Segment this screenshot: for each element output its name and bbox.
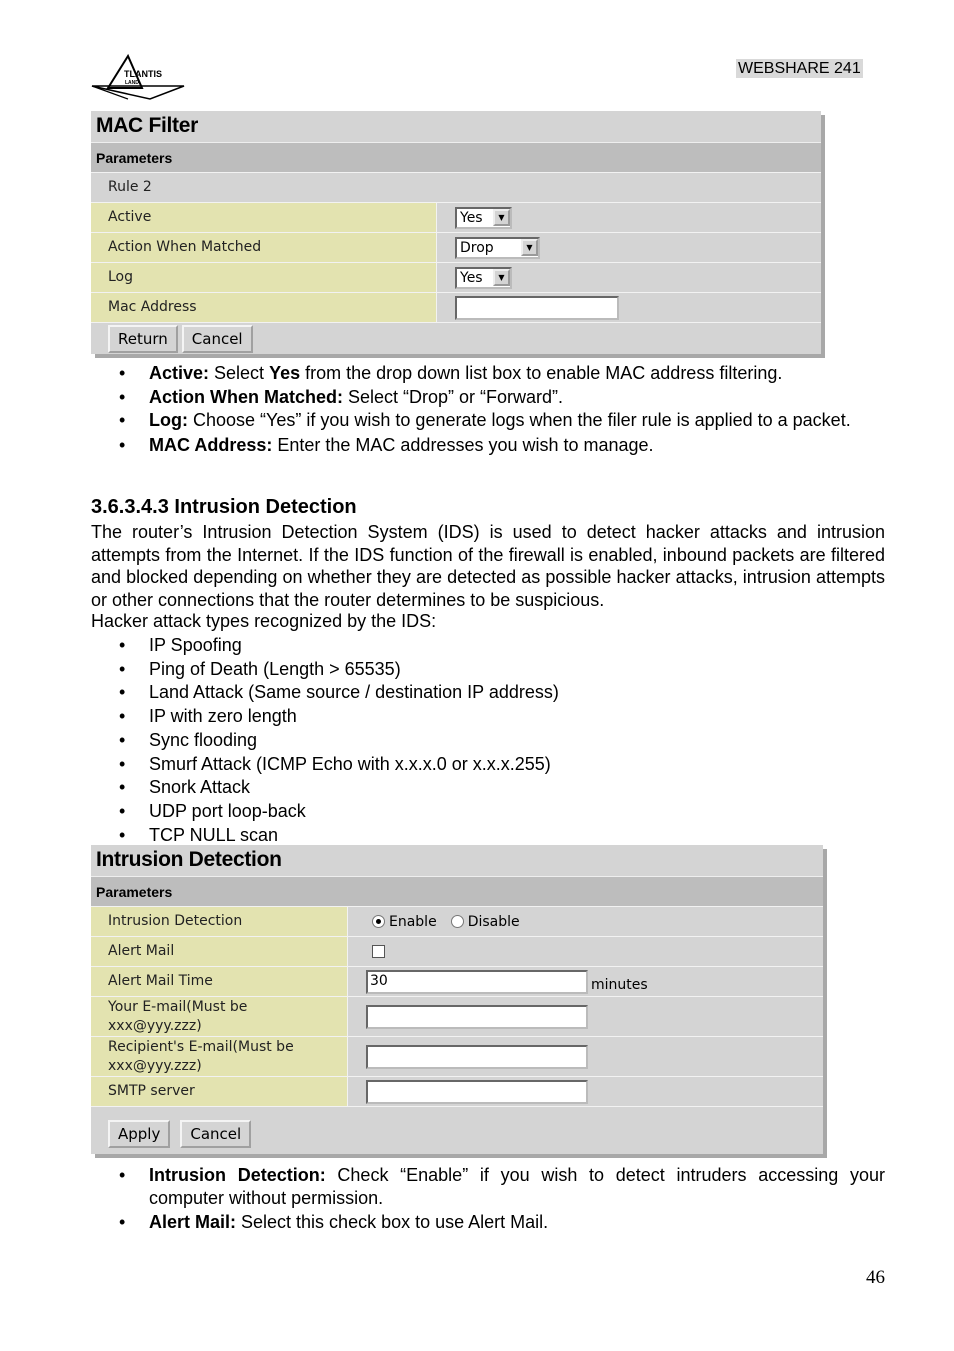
chevron-down-icon: ▼ bbox=[521, 239, 538, 256]
svg-text:LAND: LAND bbox=[125, 80, 139, 86]
recipient-email-input[interactable] bbox=[366, 1045, 588, 1069]
panel-title: Intrusion Detection bbox=[91, 845, 823, 876]
ids-intro: Hacker attack types recognized by the IDS: bbox=[91, 611, 437, 631]
list-item: • IP with zero length bbox=[91, 705, 885, 729]
mac-address-label: Mac Address bbox=[91, 293, 437, 322]
list-item: • UDP port loop-back bbox=[91, 800, 885, 824]
smtp-server-label: SMTP server bbox=[91, 1077, 348, 1106]
list-item: • Ping of Death (Length > 65535) bbox=[91, 658, 885, 682]
alert-mail-time-label: Alert Mail Time bbox=[91, 967, 348, 996]
cancel-button[interactable]: Cancel bbox=[180, 1120, 251, 1148]
chevron-down-icon: ▼ bbox=[493, 269, 510, 286]
list-item: • Intrusion Detection: Check “Enable” if you wish to detect intruders accessing your computer without permission. bbox=[91, 1164, 885, 1210]
mac-bullet-list bbox=[91, 362, 885, 458]
disable-radio[interactable] bbox=[451, 915, 464, 928]
list-item: • Snork Attack bbox=[91, 776, 885, 800]
your-email-hint: xxx@yyy.zzz) bbox=[108, 1017, 202, 1034]
return-button[interactable]: Return bbox=[108, 325, 178, 353]
mac-filter-panel bbox=[91, 111, 821, 354]
alert-mail-checkbox[interactable] bbox=[372, 945, 385, 958]
intrusion-detection-label: Intrusion Detection bbox=[91, 907, 348, 936]
list-item: • Action When Matched: Select “Drop” or “Forward”. bbox=[91, 386, 885, 410]
product-badge: WEBSHARE 241 bbox=[738, 60, 861, 77]
alert-mail-label: Alert Mail bbox=[91, 937, 348, 966]
alert-mail-time-input[interactable]: 30 bbox=[366, 970, 588, 994]
panel-title: MAC Filter bbox=[91, 111, 821, 142]
active-label: Active bbox=[91, 203, 437, 232]
list-item: • Log: Choose “Yes” if you wish to generate logs when the filer rule is applied to a packet. bbox=[91, 409, 885, 432]
list-item: • TCP NULL scan bbox=[91, 824, 885, 848]
page-number: 46 bbox=[866, 1267, 885, 1288]
log-label: Log bbox=[91, 263, 437, 292]
atlantis-logo bbox=[88, 52, 188, 102]
list-item: • Sync flooding bbox=[91, 729, 885, 753]
list-item: • Land Attack (Same source / destination IP address) bbox=[91, 681, 885, 705]
action-select[interactable]: Drop ▼ bbox=[455, 237, 540, 259]
svg-text:TLANTIS: TLANTIS bbox=[124, 69, 162, 79]
active-select[interactable]: Yes ▼ bbox=[455, 207, 512, 229]
minutes-unit: minutes bbox=[591, 976, 648, 993]
list-item: • MAC Address: Enter the MAC addresses you wish to manage. bbox=[91, 434, 885, 458]
ids-paragraph: The router’s Intrusion Detection System (IDS) is used to detect hacker attacks and intrusion attempts from the Internet. If the IDS function of the firewall is enabled, inbound packets are filtered and blocked depending on whether they are detected as possible hacker attacks, intrusion attempts or other connections that the router determines to be suspicious. bbox=[91, 522, 885, 610]
action-label: Action When Matched bbox=[91, 233, 437, 262]
list-item: • Active: Select Yes from the drop down list box to enable MAC address filtering. bbox=[91, 362, 885, 386]
recipient-email-hint: xxx@yyy.zzz) bbox=[108, 1057, 202, 1074]
intrusion-detection-panel: Intrusion Detection Parameters Intrusion Detection Enable Disable Alert Mail Alert Mail Time 30 minutes Your E-mail(Must be xxx@yyy.zzz) Recipient's E-mail(Must be xxx@yyy.zzz) SMTP server Apply Cancel bbox=[91, 845, 823, 1154]
section-header: Parameters bbox=[91, 142, 821, 172]
list-item: • IP Spoofing bbox=[91, 634, 885, 658]
apply-button[interactable]: Apply bbox=[108, 1120, 170, 1148]
attack-list bbox=[91, 634, 885, 847]
ids-bullet-list bbox=[91, 1164, 885, 1235]
recipient-email-label: Recipient's E-mail(Must be bbox=[108, 1038, 294, 1055]
smtp-server-input[interactable] bbox=[366, 1080, 588, 1104]
rule-label: Rule 2 bbox=[91, 172, 821, 202]
list-item: • Smurf Attack (ICMP Echo with x.x.x.0 or x.x.x.255) bbox=[91, 753, 885, 777]
your-email-label: Your E-mail(Must be bbox=[108, 998, 248, 1015]
your-email-input[interactable] bbox=[366, 1005, 588, 1029]
chevron-down-icon: ▼ bbox=[493, 209, 510, 226]
cancel-button[interactable]: Cancel bbox=[182, 325, 253, 353]
mac-address-input[interactable] bbox=[455, 296, 619, 320]
section-heading: 3.6.3.4.3 Intrusion Detection bbox=[91, 496, 357, 518]
section-header: Parameters bbox=[91, 876, 823, 906]
enable-radio[interactable] bbox=[372, 915, 385, 928]
list-item: • Alert Mail: Select this check box to use Alert Mail. bbox=[91, 1211, 885, 1235]
log-select[interactable]: Yes ▼ bbox=[455, 267, 512, 289]
